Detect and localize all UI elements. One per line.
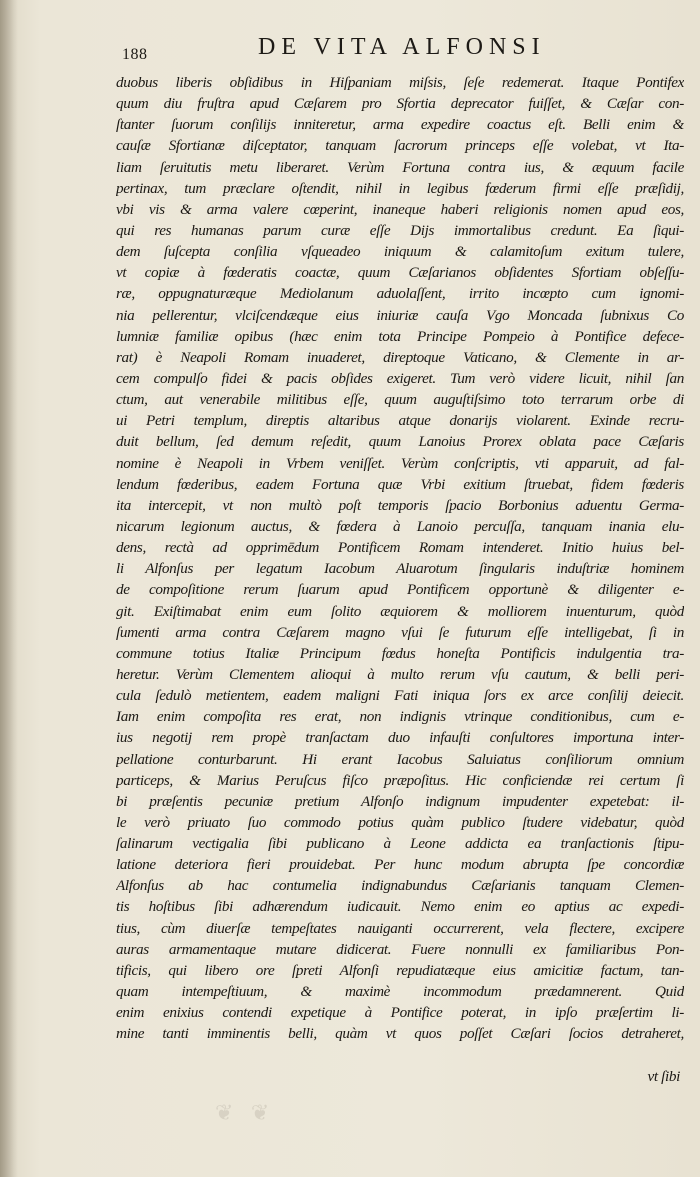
folio-number: 188 <box>122 46 148 63</box>
text-line: ſalinarum vectigalia ſibi publicano à Leone addicta ea tranſactionis ſtipu- <box>116 835 684 853</box>
text-line: heretur. Verùm Clementem alioqui à multo rerum vſu cautum, & belli peri- <box>116 665 684 683</box>
text-line: de compoſitione rerum ſuarum apud Pontificem opportunè & diligenter e- <box>116 581 684 599</box>
text-line: pellatione conturbarunt. Hi erant Iacobus Saluiatus conſiliorum omnium <box>116 750 684 768</box>
text-line: mine tanti imminentis belli, quàm vt quos poſſet Cæſari ſocios detraheret, <box>116 1025 684 1043</box>
running-title: DE VITA ALFONSI <box>258 34 546 60</box>
text-block <box>116 72 684 1044</box>
text-line: bi præſentis pecuniæ pretium Alfonſo indignum impudenter expetebat: il- <box>116 792 684 810</box>
text-line: nomine è Neapoli in Vrbem veniſſet. Verùm conſcriptis, vti apparuit, ad fal- <box>116 454 684 472</box>
text-line: ita intercepit, vt non multò poſt temporis ſpacio Borbonius aduentu Germa- <box>116 496 684 514</box>
text-line: commune totius Italiæ Principum fœdus honeſta Pontificis indulgentia tra- <box>116 644 684 662</box>
text-line: Iam enim compoſita res erat, non indignis vtrinque conditionibus, cum e- <box>116 708 684 726</box>
gutter-shadow <box>0 0 18 1177</box>
text-line: ius negotij rem propè tranſactam duo infauſti conſultores importuna inter- <box>116 729 684 747</box>
text-line: lendum fœderibus, eadem Fortuna quæ Vrbi exitium ſtruebat, fidem fœderis <box>116 475 684 493</box>
catchword: vt ſibi <box>647 1068 680 1085</box>
text-line: duit bellum, ſed demum reſedit, quum Lanoius Prorex oblata pace Cæſaris <box>116 433 684 451</box>
text-line: cauſæ Sfortianæ diſceptator, tanquam ſacrorum princeps eſſe volebat, vt Ita- <box>116 137 684 155</box>
text-line: cula ſedulò metientem, eadem maligni Fati iniqua ſors ex arce conſilij deiecit. <box>116 687 684 705</box>
text-line: ctum, aut venerabile militibus eſſe, quum auguſtiſsimo toto terrarum orbe di <box>116 391 684 409</box>
text-line: auras armamentaque mutare didicerat. Fuere nonnulli ex familiaribus Pon- <box>116 940 684 958</box>
text-line: tificis, qui libero ore ſpreti Alfonſi repudiatæque eius amicitiæ factum, tan- <box>116 961 684 979</box>
text-line: ræ, oppugnaturæque Mediolanum aduolaſſent, irrito incœpto cum ignomi- <box>116 285 684 303</box>
text-line: tius, cùm diuerſæ tempeſtates nauiganti occurrerent, vela flectere, excipere <box>116 919 684 937</box>
text-line: qui res humanas parum curæ eſſe Dijs immortalibus credunt. Ea ſiqui- <box>116 221 684 239</box>
text-line: particeps, & Marius Peruſcus fiſco præpoſitus. Hic conficiendæ rei certum ſi <box>116 771 684 789</box>
text-line: lumniæ familiæ opibus (hæc enim tota Principe Pompeio à Pontifice defece- <box>116 327 684 345</box>
text-line: latione deteriora fieri prouidebat. Per hunc modum abrupta ſpe concordiæ <box>116 856 684 874</box>
text-line: rat) è Neapoli Romam inuaderet, direptoque Vaticano, & Clemente in ar- <box>116 348 684 366</box>
text-line: dens, rectà ad opprimēdum Pontificem Romam intenderet. Initio huius bel- <box>116 539 684 557</box>
text-line: dem ſuſcepta conſilia vſqueadeo iniquum & calamitoſum exitum tulere, <box>116 243 684 261</box>
text-line: vt copiæ à fœderatis coactæ, quum Cæſarianos obſidentes Sfortiam obſeſſu- <box>116 264 684 282</box>
text-line: nicarum legionum auctus, & fœdera à Lanoio percuſſa, tanquam inania elu- <box>116 517 684 535</box>
page-header <box>118 34 688 70</box>
text-line: cem compulſo fidei & pacis obſides exigeret. Tum verò videre licuit, nihil ſan <box>116 369 684 387</box>
text-line: nia pellerentur, vlciſcendæque eius iniuriæ cauſa Vgo Moncada ſubnixus Co <box>116 306 684 324</box>
text-line: liam ſeruitutis metu liberaret. Verùm Fortuna contra ius, & æquum facile <box>116 158 684 176</box>
text-line: le verò priuato ſuo commodo potius quàm publico ſtudere videbatur, quòd <box>116 813 684 831</box>
text-line: quum diu fruſtra apud Cæſarem pro Sfortia deprecator fuiſſet, & Cæſar con- <box>116 95 684 113</box>
text-line: Alfonſus ab hac contumelia indignabundus Cæſarianis tanquam Clemen- <box>116 877 684 895</box>
text-line: ui Petri templum, direptis altaribus atque donarijs violarent. Exinde recru- <box>116 412 684 430</box>
text-line: ſumenti arma contra Cæſarem magno vſui ſe futurum eſſe intelligebat, ſi in <box>116 623 684 641</box>
text-line: tis hoſtibus ſibi adhærendum iudicauit. Nemo enim eo aptius ac expedi- <box>116 898 684 916</box>
text-line: vbi vis & arma valere cœperint, inaneque haberi religionis nomen apud eos, <box>116 200 684 218</box>
text-line: pertinax, tum præclare oſtendit, nihil in legibus fœderum firmi eſſe præſidij, <box>116 179 684 197</box>
text-line: li Alfonſus per legatum Iacobum Aluarotum ſingularis induſtriæ hominem <box>116 560 684 578</box>
text-line: git. Exiſtimabat enim eum ſolito æquiorem & molliorem inuenturum, quòd <box>116 602 684 620</box>
show-through-ornament: ❦ ❦ <box>215 1100 276 1125</box>
text-line: quam intempeſtiuum, & maximè incommodum prædamnerent. Quid <box>116 983 684 1001</box>
text-line: enim enixius contendi expetique à Pontifice poterat, in ipſo præſertim li- <box>116 1004 684 1022</box>
text-line: duobus liberis obſidibus in Hiſpaniam miſsis, ſeſe redemerat. Itaque Pontifex <box>116 74 684 91</box>
text-line: ſtanter ſuorum conſilijs inniteretur, arma expedire coactus eſt. Belli enim & <box>116 116 684 134</box>
